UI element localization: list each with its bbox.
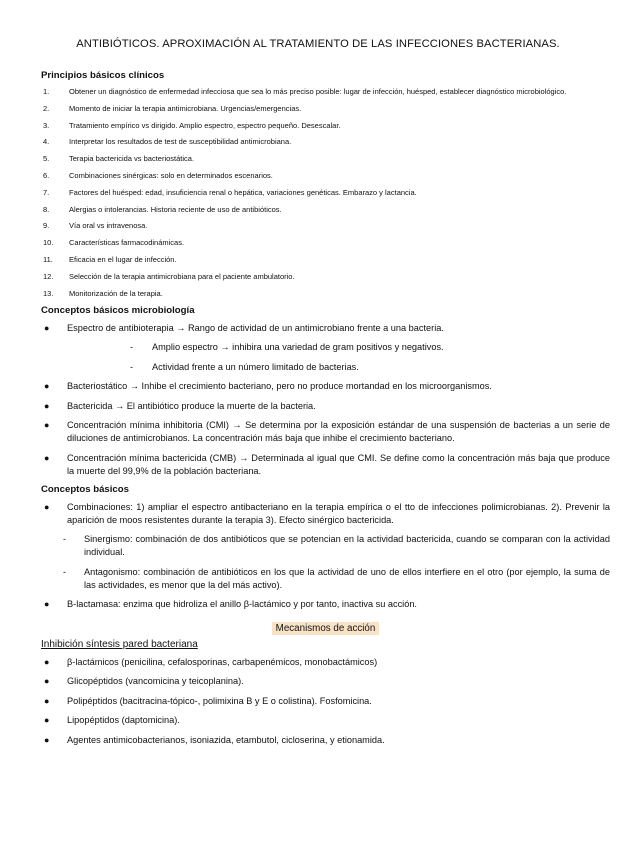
list-item: ● Concentración mínima inhibitoria (CMI) → Se determina por la exposición estándar de una suspensión de bacterias a un serie de diluciones de antimicrobianos. La concentración más baja que inhibe el crecimiento bacteriano.: [44, 420, 610, 444]
list-item: 8. Alergias o intolerancias. Historia reciente de uso de antibióticos.: [43, 204, 282, 214]
list-item: 12. Selección de la terapia antimicrobiana para el paciente ambulatorio.: [43, 271, 295, 281]
sub-item: - Antagonismo: combinación de antibióticos en los que la actividad de uno de ellos interfiere en el otro (por ejemplo, la suma de las actividades, es menor que la del más activo).: [63, 566, 610, 590]
list-item: ● Combinaciones: 1) ampliar el espectro antibacteriano en la terapia empírica o el tto de infecciones polimicrobianas. 2). Prevenir la aparición de moos resistentes durante la terapia 3). Efecto sinérgico bactericida. - Sinergismo: combinación de dos antibióticos que se potencian en la actividad bactericida, cuando se comparan con la actividad individual. - Antagonismo: combinación de antibióticos en los que la actividad de uno de ellos interfiere en el otro (por ejemplo, la suma de las actividades, es menor que la del más activo).: [41, 501, 610, 592]
list-item: 9. Vía oral vs intravenosa.: [43, 221, 148, 231]
list-item: ● Bactericida → El antibiótico produce la muerte de la bacteria.: [44, 400, 316, 411]
list-item: ● Bacteriostático → Inhibe el crecimiento bacteriano, pero no produce mortandad en los microorganismos.: [44, 381, 492, 392]
list-item: ● β-lactámicos (penicilina, cefalosporinas, carbapenémicos, monobactámicos): [44, 656, 378, 667]
list-item: ● Espectro de antibioterapia → Rango de actividad de un antimicrobiano frente a una bacteria. - Amplio espectro → inhibira una variedad de gram positivos y negativos. - Actividad frente a un número limitado de bacterias.: [41, 322, 610, 374]
list-item: ● Β-lactamasa: enzima que hidroliza el anillo β-lactámico y por tanto, inactiva su acción.: [44, 599, 417, 610]
list-item: 13. Monitorización de la terapia.: [43, 288, 163, 298]
bullet-icon: ●: [44, 323, 50, 334]
principios-list: [41, 87, 610, 299]
list-item: 4. Interpretar los resultados de test de susceptibilidad antimicrobiana.: [43, 137, 292, 147]
list-item: 6. Combinaciones sinérgicas: solo en determinados escenarios.: [43, 170, 273, 180]
sub-item: - Amplio espectro → inhibira una variedad de gram positivos y negativos.: [130, 342, 444, 353]
principios-heading: Principios básicos clínicos: [41, 70, 165, 81]
sub-item: - Sinergismo: combinación de dos antibióticos que se potencian en la actividad bactericida, cuando se comparan con la actividad individual.: [63, 534, 610, 558]
list-item: ● Agentes antimicobacterianos, isoniazida, etambutol, cicloserina, y etionamida.: [44, 734, 385, 745]
espectro-sublist: [67, 341, 610, 374]
list-item: ● Polipéptidos (bacitracina-tópico-, polimixina B y E o colistina). Fosfomicina.: [44, 695, 372, 706]
list-item: 11. Eficacia en el lugar de infección.: [43, 254, 177, 264]
bullet-icon: ●: [44, 695, 50, 706]
sub-item: - Actividad frente a un número limitado de bacterias.: [130, 361, 359, 372]
basicos-list: [41, 501, 610, 611]
bullet-icon: ●: [44, 599, 50, 610]
list-item: 7. Factores del huésped: edad, insuficiencia renal o hepática, variaciones genéticas. Embarazo y lactancia.: [43, 187, 417, 197]
list-item: 10. Características farmacodinámicas.: [43, 238, 185, 248]
combinaciones-sublist: [41, 533, 610, 592]
bullet-icon: ●: [44, 715, 50, 726]
bullet-icon: ●: [44, 400, 50, 411]
mecanismos-heading: Mecanismos de acción: [272, 622, 380, 635]
micro-heading: Conceptos básicos microbiología: [41, 305, 195, 317]
micro-list: [41, 322, 610, 478]
bullet-icon: ●: [44, 656, 50, 667]
bullet-icon: ●: [44, 420, 50, 431]
document-title: ANTIBIÓTICOS. APROXIMACIÓN AL TRATAMIENTO DE LAS INFECCIONES BACTERIANAS.: [76, 38, 560, 50]
basicos-heading: Conceptos básicos: [41, 484, 129, 496]
mecanismos-subheading: Inhibición síntesis pared bacteriana: [41, 638, 198, 650]
list-item: ● Concentración mínima bactericida (CMB) → Determinada al igual que CMI. Se define como la concentración más baja que produce la muerte del 99,9% de la población bacteriana.: [44, 452, 610, 476]
list-item: 2. Momento de iniciar la terapia antimicrobiana. Urgencias/emergencias.: [43, 103, 302, 113]
bullet-icon: ●: [44, 734, 50, 745]
list-item: 1. Obtener un diagnóstico de enfermedad infecciosa que sea lo más preciso posible: lugar de infección, huésped, establecer diagnóstico microbiológico.: [43, 87, 567, 96]
bullet-icon: ●: [44, 452, 50, 463]
list-item: ● Glicopéptidos (vancomicina y teicoplanina).: [44, 676, 244, 687]
bullet-icon: ●: [44, 502, 50, 513]
list-item: 3. Tratamiento empírico vs dirigido. Amplio espectro, espectro pequeño. Desescalar.: [43, 120, 341, 130]
mecanismos-list: [41, 656, 610, 747]
bullet-icon: ●: [44, 676, 50, 687]
list-item: ● Lipopéptidos (daptomicina).: [44, 715, 180, 726]
bullet-icon: ●: [44, 381, 50, 392]
list-item: 5. Terapia bactericida vs bacteriostática.: [43, 154, 195, 164]
